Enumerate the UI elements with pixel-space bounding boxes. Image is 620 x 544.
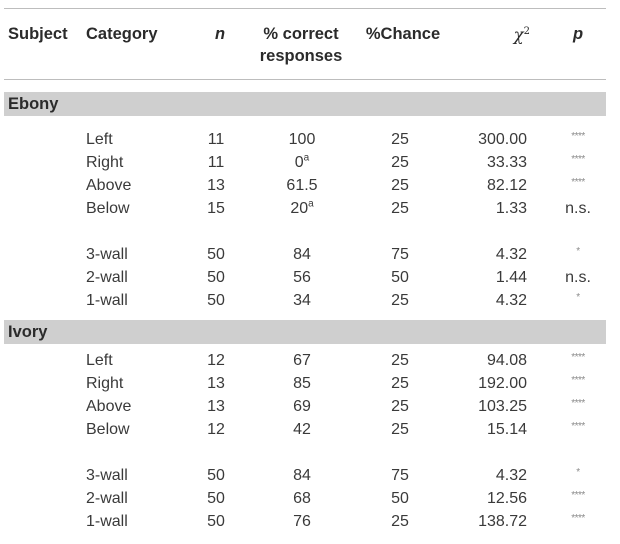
percent-value: 34 <box>293 292 311 309</box>
p-value-text: * <box>576 246 580 257</box>
cell-chance: 25 <box>391 292 409 309</box>
cell-category: 1-wall <box>86 513 128 530</box>
cell-percent-correct <box>262 487 342 510</box>
cell-chance: 25 <box>391 131 409 148</box>
percent-value: 69 <box>293 398 311 415</box>
cell-p-value <box>552 174 604 199</box>
percent-value: 100 <box>288 131 316 148</box>
cell-percent-correct <box>262 464 342 487</box>
cell-n: 13 <box>207 177 225 194</box>
cell-chi-square: 12.56 <box>486 490 527 507</box>
cell-chi-square: 94.08 <box>486 352 527 369</box>
cell-percent-correct <box>262 243 342 266</box>
cell-chance: 25 <box>391 154 409 171</box>
cell-chi-square: 4.32 <box>495 292 527 309</box>
top-rule <box>4 8 606 9</box>
cell-n: 50 <box>207 490 225 507</box>
cell-category: Above <box>86 177 132 194</box>
group-band <box>4 320 606 344</box>
cell-category: 1-wall <box>86 292 128 309</box>
p-value-text: **** <box>571 177 585 188</box>
cell-n: 15 <box>207 200 225 217</box>
group-band <box>4 92 606 116</box>
p-value-text: * <box>576 467 580 478</box>
percent-value: 68 <box>293 490 311 507</box>
percent-value: 0 <box>294 154 304 171</box>
table-row <box>0 487 620 510</box>
header-chi-superscript: 2 <box>523 26 530 37</box>
cell-percent-correct <box>262 266 342 289</box>
header-category: Category <box>86 25 158 43</box>
p-value-text: **** <box>571 513 585 524</box>
cell-n: 50 <box>207 246 225 263</box>
cell-category: Right <box>86 375 124 392</box>
table-row <box>0 464 620 487</box>
cell-chi-square: 82.12 <box>486 177 527 194</box>
cell-n: 12 <box>207 352 225 369</box>
percent-value: 84 <box>293 246 311 263</box>
table-row <box>0 510 620 533</box>
cell-p-value <box>552 243 604 268</box>
header-chi-symbol: χ <box>513 25 524 45</box>
cell-chance: 50 <box>391 269 409 286</box>
cell-chance: 25 <box>391 375 409 392</box>
cell-p-value <box>552 151 604 176</box>
p-value-text: **** <box>571 398 585 409</box>
cell-n: 50 <box>207 292 225 309</box>
table-row <box>0 128 620 151</box>
table-row <box>0 372 620 395</box>
cell-percent-correct <box>262 349 342 372</box>
percent-value: 42 <box>293 421 311 438</box>
table-row <box>0 151 620 174</box>
percent-value: 76 <box>293 513 311 530</box>
cell-chance: 25 <box>391 398 409 415</box>
cell-chi-square: 300.00 <box>478 131 527 148</box>
header-percent-correct <box>240 23 362 67</box>
cell-p-value <box>552 418 604 443</box>
p-value-text: **** <box>571 421 585 432</box>
cell-percent-correct <box>262 510 342 533</box>
header-chance: %Chance <box>365 25 441 43</box>
cell-n: 13 <box>207 398 225 415</box>
table-row <box>0 418 620 441</box>
cell-category: Above <box>86 398 132 415</box>
header-percent-correct-line1: % correct <box>263 25 339 43</box>
cell-p-value <box>552 395 604 420</box>
header-rule <box>4 79 606 80</box>
p-value-text: **** <box>571 375 585 386</box>
cell-chi-square: 192.00 <box>478 375 527 392</box>
table-row <box>0 289 620 312</box>
p-value-text: n.s. <box>565 200 591 217</box>
header-percent-correct-line2: responses <box>259 47 343 65</box>
cell-percent-correct <box>262 289 342 312</box>
cell-percent-correct <box>262 151 342 174</box>
header-subject: Subject <box>8 25 68 43</box>
cell-percent-correct <box>262 395 342 418</box>
cell-n: 11 <box>207 154 225 171</box>
cell-p-value <box>552 372 604 397</box>
cell-chi-square: 138.72 <box>478 513 527 530</box>
cell-category: Below <box>86 421 130 438</box>
percent-footnote-marker: a <box>303 152 310 164</box>
p-value-text: **** <box>571 131 585 142</box>
cell-percent-correct <box>262 174 342 197</box>
cell-n: 12 <box>207 421 225 438</box>
cell-chance: 75 <box>391 246 409 263</box>
percent-value: 20 <box>290 200 309 217</box>
percent-footnote-marker: a <box>308 198 314 210</box>
cell-p-value <box>552 128 604 153</box>
cell-category: Left <box>86 352 113 369</box>
cell-chi-square: 15.14 <box>486 421 527 438</box>
cell-category: Right <box>86 154 124 171</box>
cell-p-value <box>552 487 604 512</box>
cell-p-value <box>552 464 604 489</box>
cell-percent-correct <box>262 197 342 220</box>
cell-n: 50 <box>207 513 225 530</box>
p-value-text: * <box>576 292 580 303</box>
cell-chance: 25 <box>391 421 409 438</box>
cell-n: 50 <box>207 467 225 484</box>
table-row <box>0 197 620 220</box>
cell-n: 13 <box>207 375 225 392</box>
cell-p-value <box>552 510 604 535</box>
group-label: Ebony <box>8 95 59 113</box>
cell-percent-correct <box>262 372 342 395</box>
cell-category: 3-wall <box>86 246 128 263</box>
cell-chance: 50 <box>391 490 409 507</box>
cell-p-value <box>552 349 604 374</box>
cell-category: 2-wall <box>86 490 128 507</box>
table-row <box>0 349 620 372</box>
cell-p-value <box>552 266 604 289</box>
cell-chi-square: 33.33 <box>486 154 527 171</box>
cell-chi-square: 4.32 <box>495 246 527 263</box>
cell-chi-square: 4.32 <box>495 467 527 484</box>
group-label: Ivory <box>8 323 48 341</box>
cell-p-value <box>552 197 604 220</box>
table-row <box>0 395 620 418</box>
cell-chi-square: 1.44 <box>495 269 527 286</box>
percent-value: 67 <box>293 352 311 369</box>
table-row <box>0 243 620 266</box>
cell-chance: 75 <box>391 467 409 484</box>
table-row <box>0 174 620 197</box>
percent-value: 61.5 <box>286 177 318 194</box>
p-value-text: **** <box>571 154 585 165</box>
cell-p-value <box>552 289 604 314</box>
cell-percent-correct <box>262 128 342 151</box>
percent-value: 85 <box>293 375 311 392</box>
header-n: n <box>214 25 226 43</box>
table-row <box>0 266 620 289</box>
p-value-text: n.s. <box>565 269 591 286</box>
cell-category: Below <box>86 200 130 217</box>
percent-value: 56 <box>293 269 311 286</box>
cell-chance: 25 <box>391 200 409 217</box>
cell-chance: 25 <box>391 352 409 369</box>
cell-category: Left <box>86 131 113 148</box>
cell-percent-correct <box>262 418 342 441</box>
cell-category: 3-wall <box>86 467 128 484</box>
cell-n: 50 <box>207 269 225 286</box>
percent-value: 84 <box>293 467 311 484</box>
header-p: p <box>572 25 584 43</box>
cell-chi-square: 1.33 <box>495 200 527 217</box>
cell-category: 2-wall <box>86 269 128 286</box>
cell-chance: 25 <box>391 177 409 194</box>
cell-chance: 25 <box>391 513 409 530</box>
header-chi-square <box>470 21 530 47</box>
cell-chi-square: 103.25 <box>478 398 527 415</box>
p-value-text: **** <box>571 352 585 363</box>
cell-n: 11 <box>207 131 225 148</box>
p-value-text: **** <box>571 490 585 501</box>
